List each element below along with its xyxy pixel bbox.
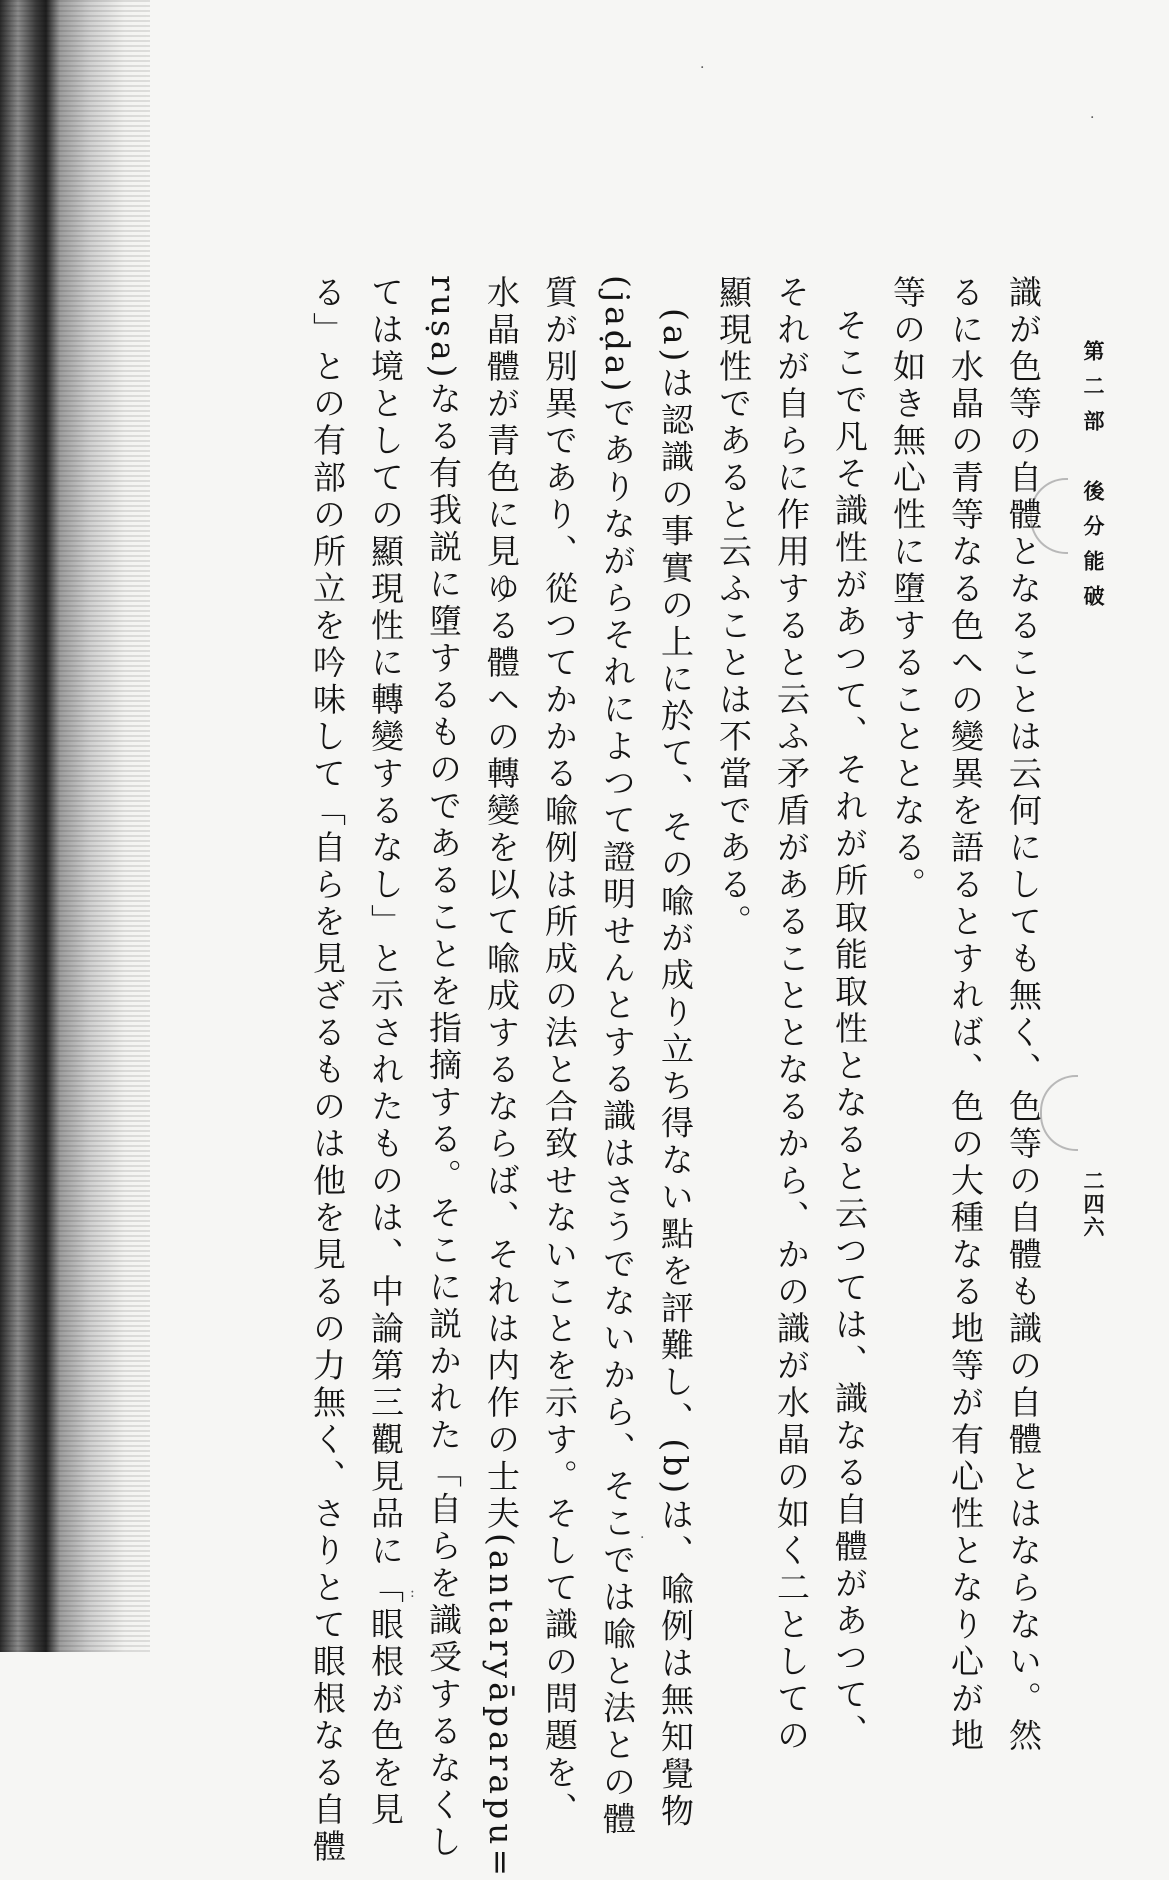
speckle-mark: · <box>700 60 705 76</box>
text-line: る」との有部の所立を吟味して「自らを見ざるものは他を見るの力無く、さりとて眼根なる自體 <box>308 275 347 1866</box>
text-line: ruṣa)なる有我説に墮するものであることを指摘する。そこに説かれた「自らを識受するなくし <box>424 275 463 1862</box>
speckle-mark: · <box>1090 110 1095 126</box>
speckle-mark: : <box>410 1585 415 1601</box>
page-header <box>1074 340 1108 1440</box>
running-head: 第二部 後分能破 <box>1081 340 1106 620</box>
text-line: 識が色等の自體となることは云何にしても無く、色等の自體も識の自體とはならない。然 <box>1004 275 1043 1755</box>
book-page <box>168 215 1108 1880</box>
text-line: るに水晶の青等なる色への變異を語るとすれば、色の大種なる地等が有心性となり心が地 <box>946 275 985 1755</box>
text-line: それが自らに作用すると云ふ矛盾があることとなるから、かの識が水晶の如く二としての <box>772 275 811 1755</box>
text-line: 等の如き無心性に墮することとなる。 <box>888 275 927 904</box>
text-line: ては境としての顯現性に轉變するなし」と示されたものは、中論第三觀見品に「眼根が色を見 <box>366 275 405 1829</box>
text-line: (a)は認識の事實の上に於て、その喩が成り立ち得ない點を評難し、(b)は、喩例は無知覺物 <box>656 308 695 1831</box>
text-line: (jaḍa)でありながらそれによつて證明せんとする識はさうでないから、そこでは喩と法との體 <box>598 275 637 1839</box>
text-line: 質が別異であり、從つてかかる喩例は所成の法と合致せないことを示す。そして識の問題を、 <box>540 275 579 1829</box>
body-text <box>172 275 1052 1880</box>
text-line: 水晶體が青色に見ゆる體への轉變を以て喩成するならば、それは内作の士夫(antaryāparapu= <box>482 275 521 1880</box>
text-line: 顯現性であると云ふことは不當である。 <box>714 275 753 941</box>
text-line: そこで凡そ識性があつて、それが所取能取性となると云つては、識なる自體があつて、 <box>830 308 869 1751</box>
page-number: 二四六 <box>1081 1170 1106 1239</box>
book-binding-shadow <box>0 0 150 1652</box>
speckle-mark: · <box>640 1530 645 1546</box>
